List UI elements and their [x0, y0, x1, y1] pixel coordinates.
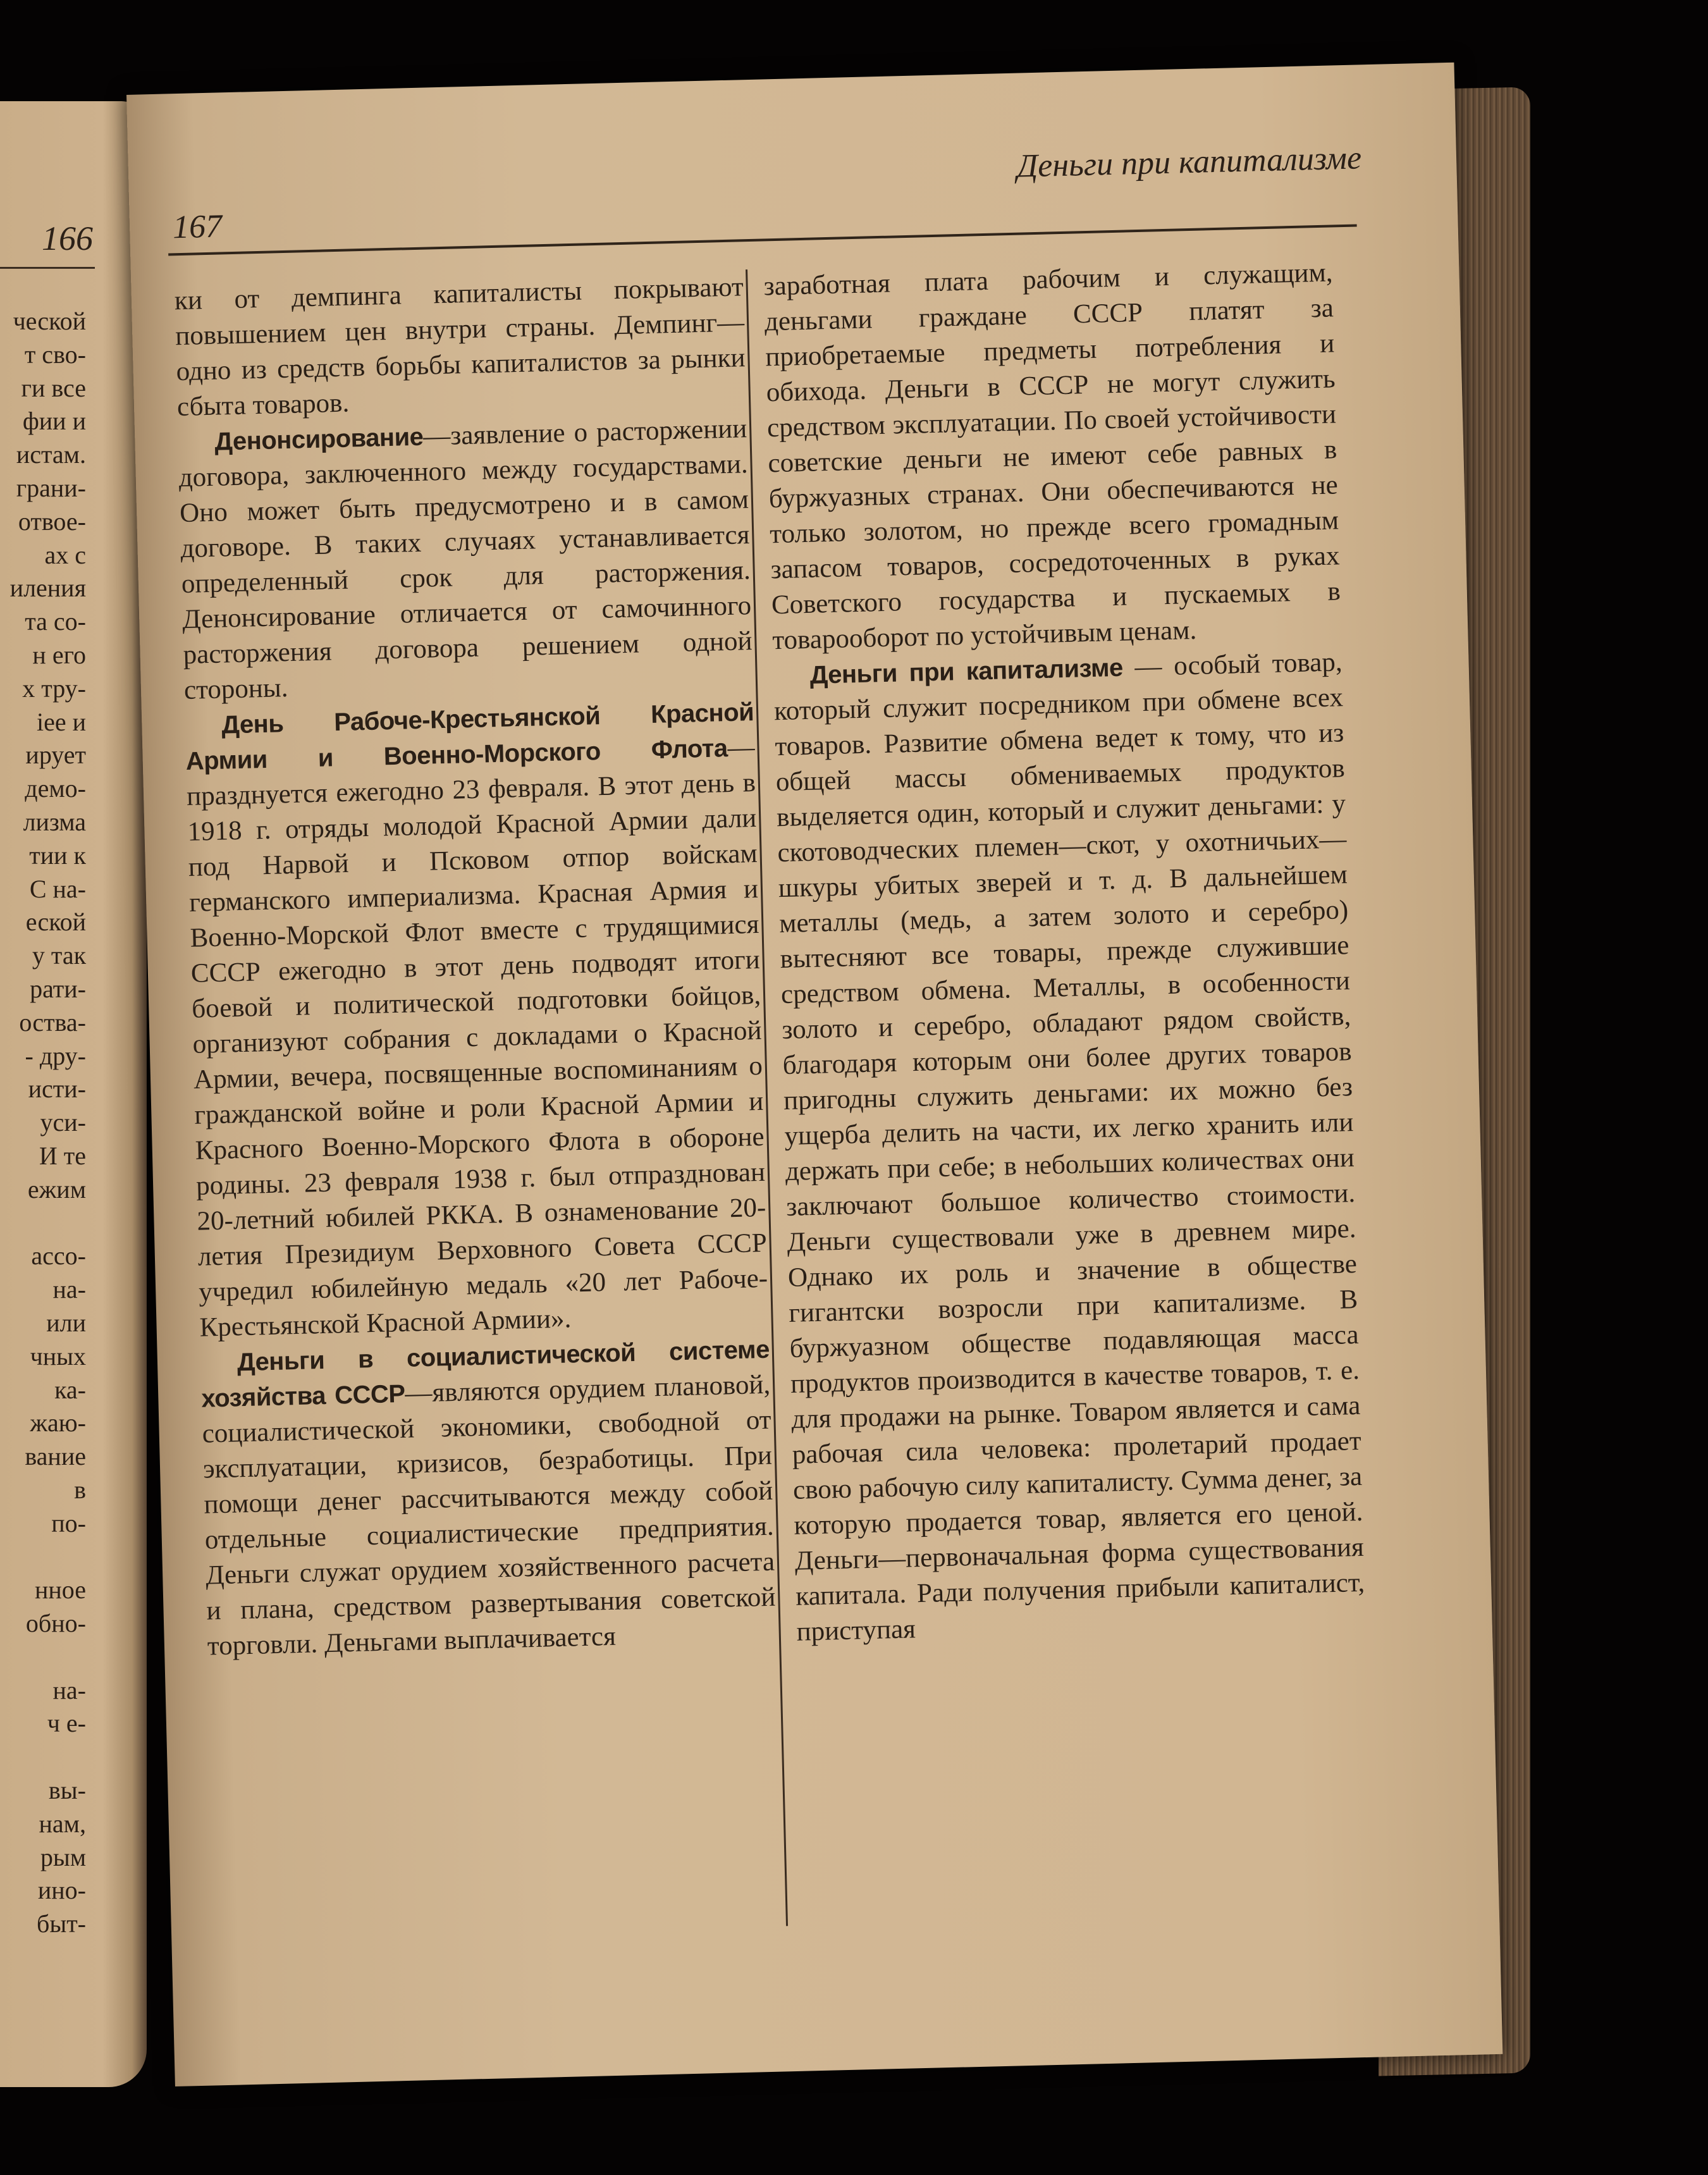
previous-page-line: на-	[52, 1275, 86, 1304]
previous-page-line: исти-	[28, 1075, 86, 1104]
dictionary-entry	[178, 411, 754, 708]
previous-page-line: та со-	[25, 607, 86, 636]
previous-page-line: уси-	[40, 1108, 86, 1137]
previous-page-line: ческой	[13, 307, 86, 335]
previous-page-line: по-	[51, 1508, 86, 1537]
previous-page-line: рати-	[30, 974, 86, 1003]
previous-page-line: вы-	[48, 1776, 86, 1805]
entry-text: —празднуется ежегодно 23 февраля. В этот день в 1918 г. отряды молодой Красной Армии дали под Нарвой и Псковом отпор войскам германского империализма. Красная Армия и Военно-Морской Флот вместе с трудящимися СССР ежегодно в этот день подводят итоги боевой и политической подготовки бойцов, организуют собрания с докладами о Красной Армии, вечера, посвященные воспоминаниям о гражданской войне и роли Красной Армии и Красного Военно-Морского Флота в обороне родины. 23 февраля 1938 г. был отпразднован 20-летний юбилей РККА. В ознаменование 20-летия Президиум Верховного Совета СССР учредил юбилейную медаль «20 лет Рабоче-Крестьянской Красной Армии».	[186, 732, 768, 1343]
previous-page-line: в	[74, 1475, 86, 1504]
previous-page-line: х тру-	[22, 674, 86, 703]
previous-page-line: обно-	[25, 1609, 86, 1638]
previous-page-line: - дру-	[25, 1041, 86, 1070]
previous-page-line: еской	[25, 908, 86, 937]
entry-term: Деньги в социалистической системе хозяйства СССР	[200, 1335, 770, 1413]
previous-page-line: грани-	[16, 473, 86, 502]
previous-page-rule	[0, 267, 95, 269]
previous-page-line: ч е-	[47, 1709, 86, 1738]
dictionary-entry	[200, 1332, 777, 1665]
previous-page-line	[0, 1540, 86, 1574]
previous-page-line: С на-	[29, 874, 86, 903]
previous-page-line: на-	[52, 1675, 86, 1704]
dictionary-entry	[174, 269, 746, 425]
running-head: Деньги при капитализме	[1016, 140, 1362, 185]
previous-page-line: отвое-	[18, 507, 86, 536]
previous-page-line: ассо-	[31, 1242, 86, 1271]
previous-page-line: рым	[40, 1842, 86, 1871]
previous-page-line: чных	[30, 1341, 86, 1371]
previous-page-line: ино-	[37, 1876, 86, 1905]
previous-page-line: быт-	[36, 1909, 86, 1938]
entry-text: ки от демпинга капиталисты покрывают повышением цен внутри страны. Демпинг—одно из средств борьбы капиталистов за рынки сбыта товаров.	[174, 272, 746, 422]
previous-page	[0, 101, 147, 2087]
previous-page-line: ги все	[21, 373, 86, 402]
book-page	[126, 63, 1502, 2086]
page-number: 167	[172, 208, 223, 246]
previous-page-line: вание	[25, 1442, 86, 1471]
previous-page-line: иления	[9, 574, 86, 603]
entry-text: заработная плата рабочим и служащим, деньгами граждане СССР платят за приобретаемые предметы потребления и обихода. Деньги в СССР не могут служить средством эксплуатации. По своей устойчивости советские деньги не имеют себе равных в буржуазных странах. Они обеспечиваются не только золотом, но прежде всего громадным запасом товаров, сосредоточенных в руках Советского государства и пускаемых в товарооборот по устойчивым ценам.	[763, 257, 1341, 656]
previous-page-line: тии к	[29, 841, 86, 870]
previous-page-line: жаю-	[30, 1408, 86, 1438]
previous-page-line: iее и	[36, 707, 86, 736]
dictionary-entry	[185, 694, 769, 1346]
previous-page-line: или	[46, 1308, 86, 1337]
left-column	[174, 269, 777, 1664]
previous-page-text-fragments	[0, 305, 86, 1941]
previous-page-line: ах с	[44, 540, 86, 569]
entry-term: Деньги при капитализме	[809, 653, 1124, 689]
previous-page-line: И те	[39, 1141, 86, 1170]
previous-page-line: у так	[32, 941, 86, 970]
previous-page-line: т сво-	[24, 340, 86, 369]
previous-page-line: оства-	[19, 1007, 86, 1037]
previous-page-line: нное	[34, 1575, 86, 1605]
previous-page-line: нам,	[39, 1809, 86, 1838]
entry-term: Денонсирование	[214, 422, 424, 456]
entry-text: —заявление о расторжении договора, заключенного между государствами. Оно может быть предусмотрено и в самом договоре. В таких случаях устанавливается определенный срок для расторжения. Денонсирование отличается от самочинного расторжения договора решением одной стороны.	[178, 414, 753, 706]
entry-text: —являются орудием плановой, социалистической экономики, свободной от эксплуатации, кризисов, безработицы. При помощи денег рассчитываются между собой отдельные социалистические предприятия. Деньги служат орудием хозяйственного расчета и плана, средством развертывания советской торговли. Деньгами выплачивается	[202, 1369, 776, 1661]
right-column	[763, 255, 1366, 1649]
previous-page-line: истам.	[16, 440, 86, 469]
previous-page-line: ежим	[27, 1174, 86, 1204]
previous-page-line: фии и	[22, 407, 86, 436]
entry-term: День Рабоче-Крестьянской Красной Армии и Военно-Морского Флота	[185, 698, 754, 776]
previous-page-number: 166	[42, 219, 93, 257]
entry-text: — особый товар, который служит посредником при обмене всех товаров. Развитие обмена ведет к тому, что из общей массы обмениваемых продуктов выделяется один, который и служит деньгами: у скотоводческих племен—скот, у охотничьих—шкуры убитых зверей и т. д. В дальнейшем металлы (медь, а затем золото и серебро) вытесняют все товары, прежде служившие средством обмена. Металлы, в особенности золото и серебро, обладают рядом свойств, благодаря которым они более других товаров пригодны служить деньгами: их можно без ущерба делить на части, их легко хранить или держать при себе; в небольших количествах они заключают большое количество стоимости. Деньги существовали уже в древнем мире. Однако их роль и значение в обществе гигантски возросли при капитализме. В буржуазном обществе подавляющая масса продуктов производится в качестве товаров, т. е. для продажи на рынке. Товаром является и сама рабочая сила человека: пролетарий продает свою рабочую силу капиталисту. Сумма денег, за которую продается товар, является его ценой. Деньги—первоначальная форма существования капитала. Ради получения прибыли капиталист, приступая	[773, 647, 1365, 1647]
previous-page-line: ка-	[54, 1375, 86, 1404]
dictionary-entry	[763, 255, 1342, 658]
previous-page-line: демо-	[25, 774, 86, 803]
previous-page-line: н его	[32, 640, 86, 669]
dictionary-entry	[773, 644, 1366, 1650]
header-rule	[168, 225, 1357, 256]
previous-page-line	[0, 1741, 86, 1774]
previous-page-line: лизма	[23, 807, 86, 836]
previous-page-line: ирует	[25, 741, 86, 770]
previous-page-line	[0, 1207, 86, 1240]
previous-page-line	[0, 1641, 86, 1674]
